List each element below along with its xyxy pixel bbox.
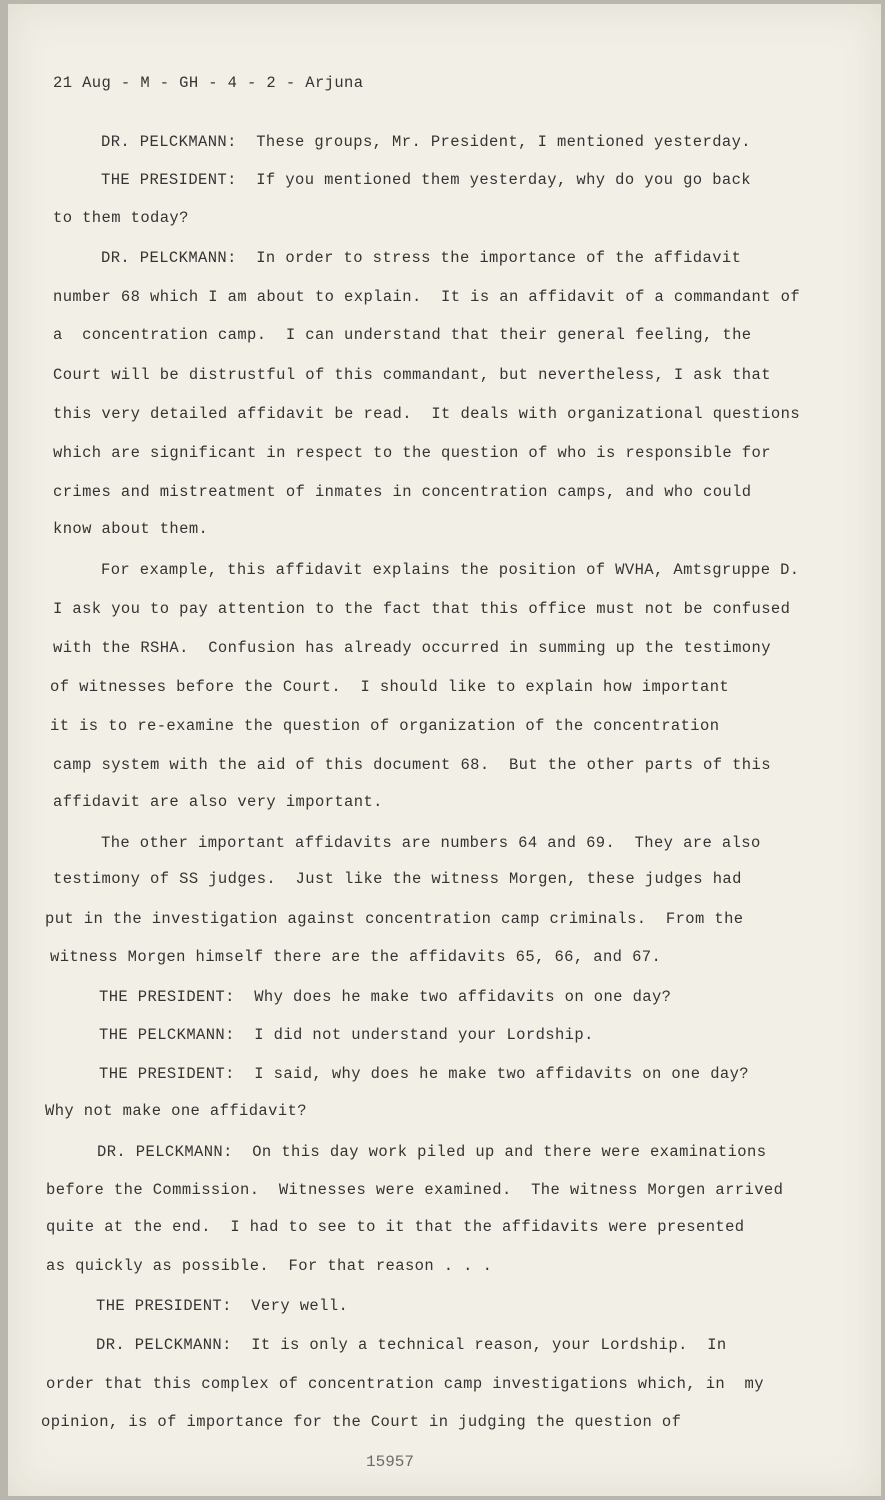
text-line: which are significant in respect to the question of who is responsible for <box>53 444 771 462</box>
text-line: with the RSHA. Confusion has already occurred in summing up the testimony <box>53 639 771 657</box>
text-line: quite at the end. I had to see to it that the affidavits were presented <box>46 1218 745 1236</box>
text-line: as quickly as possible. For that reason . . . <box>46 1257 493 1275</box>
text-line: DR. PELCKMANN: These groups, Mr. President, I mentioned yesterday. <box>101 133 752 151</box>
text-line: it is to re-examine the question of organization of the concentration <box>50 717 720 735</box>
text-line: DR. PELCKMANN: It is only a technical reason, your Lordship. In <box>96 1336 727 1354</box>
text-line: For example, this affidavit explains the position of WVHA, Amtsgruppe D. <box>101 561 800 579</box>
text-line: THE PRESIDENT: I said, why does he make two affidavits on one day? <box>99 1065 750 1083</box>
document-page <box>8 4 881 1496</box>
text-line: crimes and mistreatment of inmates in concentration camps, and who could <box>53 483 752 501</box>
text-line: THE PELCKMANN: I did not understand your Lordship. <box>99 1026 594 1044</box>
text-line: a concentration camp. I can understand that their general feeling, the <box>53 326 752 344</box>
text-line: know about them. <box>53 520 209 538</box>
text-line: The other important affidavits are numbers 64 and 69. They are also <box>101 834 761 852</box>
text-line: put in the investigation against concentration camp criminals. From the <box>45 910 744 928</box>
text-line: Why not make one affidavit? <box>45 1102 307 1120</box>
text-line: this very detailed affidavit be read. It deals with organizational questions <box>53 405 801 423</box>
text-line: opinion, is of importance for the Court in judging the question of <box>41 1413 682 1431</box>
text-line: THE PRESIDENT: Why does he make two affidavits on one day? <box>99 988 672 1006</box>
text-line: THE PRESIDENT: If you mentioned them yesterday, why do you go back <box>101 171 752 189</box>
text-line: number 68 which I am about to explain. It is an affidavit of a commandant of <box>53 288 801 306</box>
text-line: THE PRESIDENT: Very well. <box>96 1297 349 1315</box>
page-header: 21 Aug - M - GH - 4 - 2 - Arjuna <box>53 74 364 92</box>
text-line: DR. PELCKMANN: On this day work piled up and there were examinations <box>97 1143 767 1161</box>
text-line: Court will be distrustful of this commandant, but nevertheless, I ask that <box>53 366 771 384</box>
text-line: order that this complex of concentration camp investigations which, in my <box>46 1375 764 1393</box>
text-line: witness Morgen himself there are the affidavits 65, 66, and 67. <box>50 948 662 966</box>
text-line: camp system with the aid of this document 68. But the other parts of this <box>53 756 771 774</box>
text-line: testimony of SS judges. Just like the witness Morgen, these judges had <box>53 870 742 888</box>
text-line: to them today? <box>53 209 189 227</box>
page-number: 15957 <box>366 1453 415 1471</box>
text-line: I ask you to pay attention to the fact that this office must not be confused <box>53 600 791 618</box>
text-line: affidavit are also very important. <box>53 793 383 811</box>
text-line: DR. PELCKMANN: In order to stress the importance of the affidavit <box>101 249 742 267</box>
text-line: before the Commission. Witnesses were examined. The witness Morgen arrived <box>46 1181 784 1199</box>
text-line: of witnesses before the Court. I should like to explain how important <box>50 678 730 696</box>
